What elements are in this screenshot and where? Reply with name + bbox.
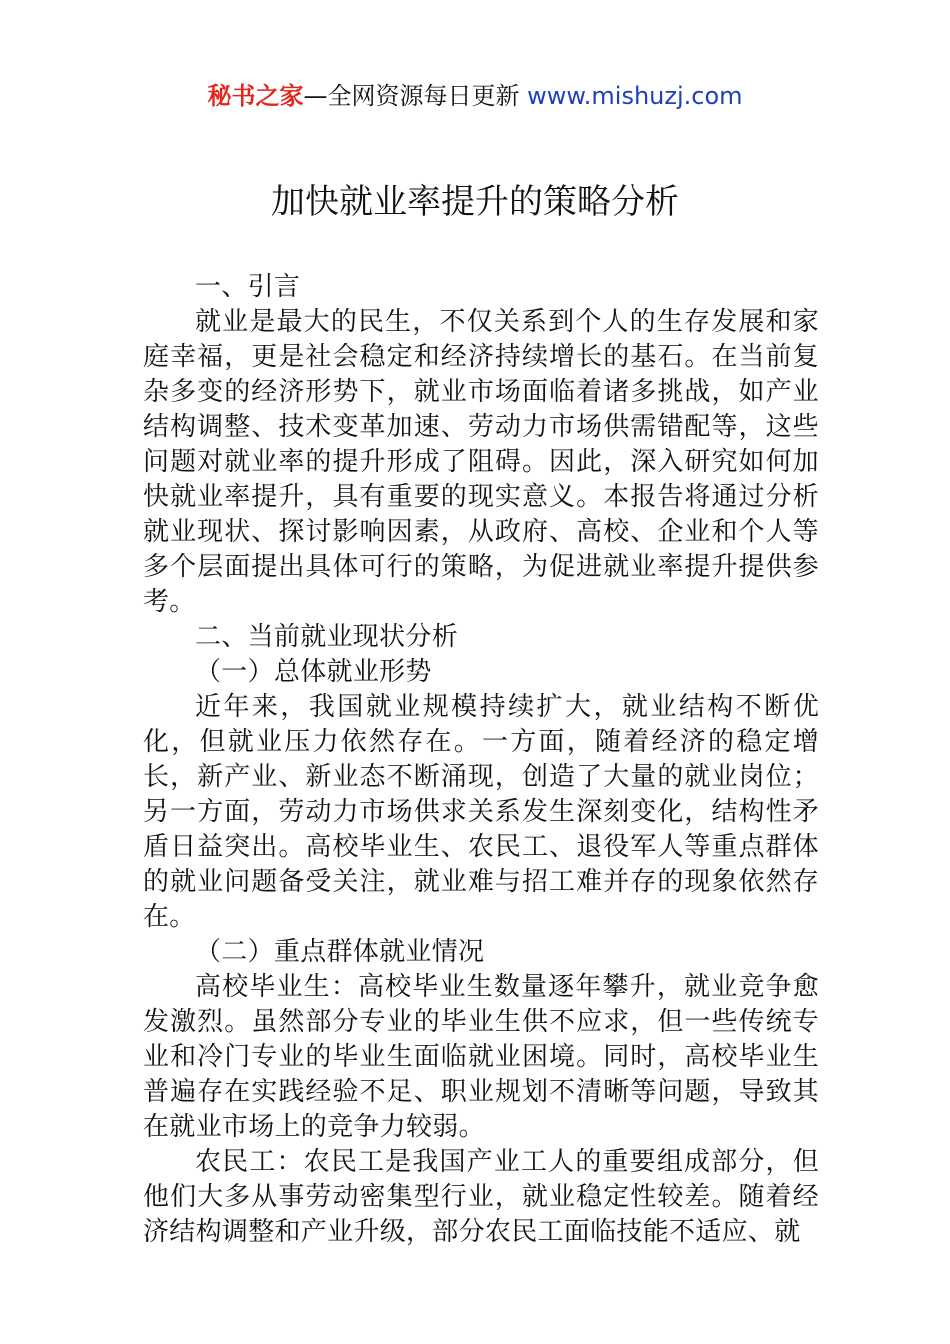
website-link[interactable]: www.mishuzj.com <box>527 82 743 110</box>
section-heading-status: 二、当前就业现状分析 <box>195 622 459 652</box>
paragraph-intro: 就业是最大的民生，不仅关系到个人的生存发展和家庭幸福，更是社会稳定和经济持续增长的基石。在当前复杂多变的经济形势下，就业市场面临着诸多挑战，如产业结构调整、技术变革加速、劳动力市场供需错配等，这些问题对就业率的提升形成了阻碍。因此，深入研究如何加快就业率提升，具有重要的现实意义。本报告将通过分析就业现状、探讨影响因素，从政府、高校、企业和个人等多个层面提出具体可行的策略，为促进就业率提升提供参考。 <box>143 307 819 617</box>
paragraph-overall: 近年来，我国就业规模持续扩大，就业结构不断优化，但就业压力依然存在。一方面，随着经济的稳定增长，新产业、新业态不断涌现，创造了大量的就业岗位；另一方面，劳动力市场供求关系发生深刻变化，结构性矛盾日益突出。高校毕业生、农民工、退役军人等重点群体的就业问题备受关注，就业难与招工难并存的现象依然存在。 <box>143 692 819 932</box>
subsection-heading-overall: （一）总体就业形势 <box>195 657 432 687</box>
paragraph-migrant-workers: 农民工：农民工是我国产业工人的重要组成部分，但他们大多从事劳动密集型行业，就业稳定性较差。随着经济结构调整和产业升级，部分农民工面临技能不适应、就 <box>143 1147 819 1247</box>
section-heading-intro: 一、引言 <box>195 272 301 302</box>
paragraph-graduates: 高校毕业生：高校毕业生数量逐年攀升，就业竞争愈发激烈。虽然部分专业的毕业生供不应求，但一些传统专业和冷门专业的毕业生面临就业困境。同时，高校毕业生普遍存在实践经验不足、职业规划不清晰等问题，导致其在就业市场上的竞争力较弱。 <box>143 972 819 1142</box>
subsection-heading-groups: （二）重点群体就业情况 <box>195 937 485 967</box>
header-tagline: —全网资源每日更新 <box>303 82 528 110</box>
document-title: 加快就业率提升的策略分析 <box>271 182 679 222</box>
document-body <box>143 270 819 1250</box>
page-header <box>0 80 950 112</box>
brand-name: 秘书之家 <box>207 82 304 110</box>
